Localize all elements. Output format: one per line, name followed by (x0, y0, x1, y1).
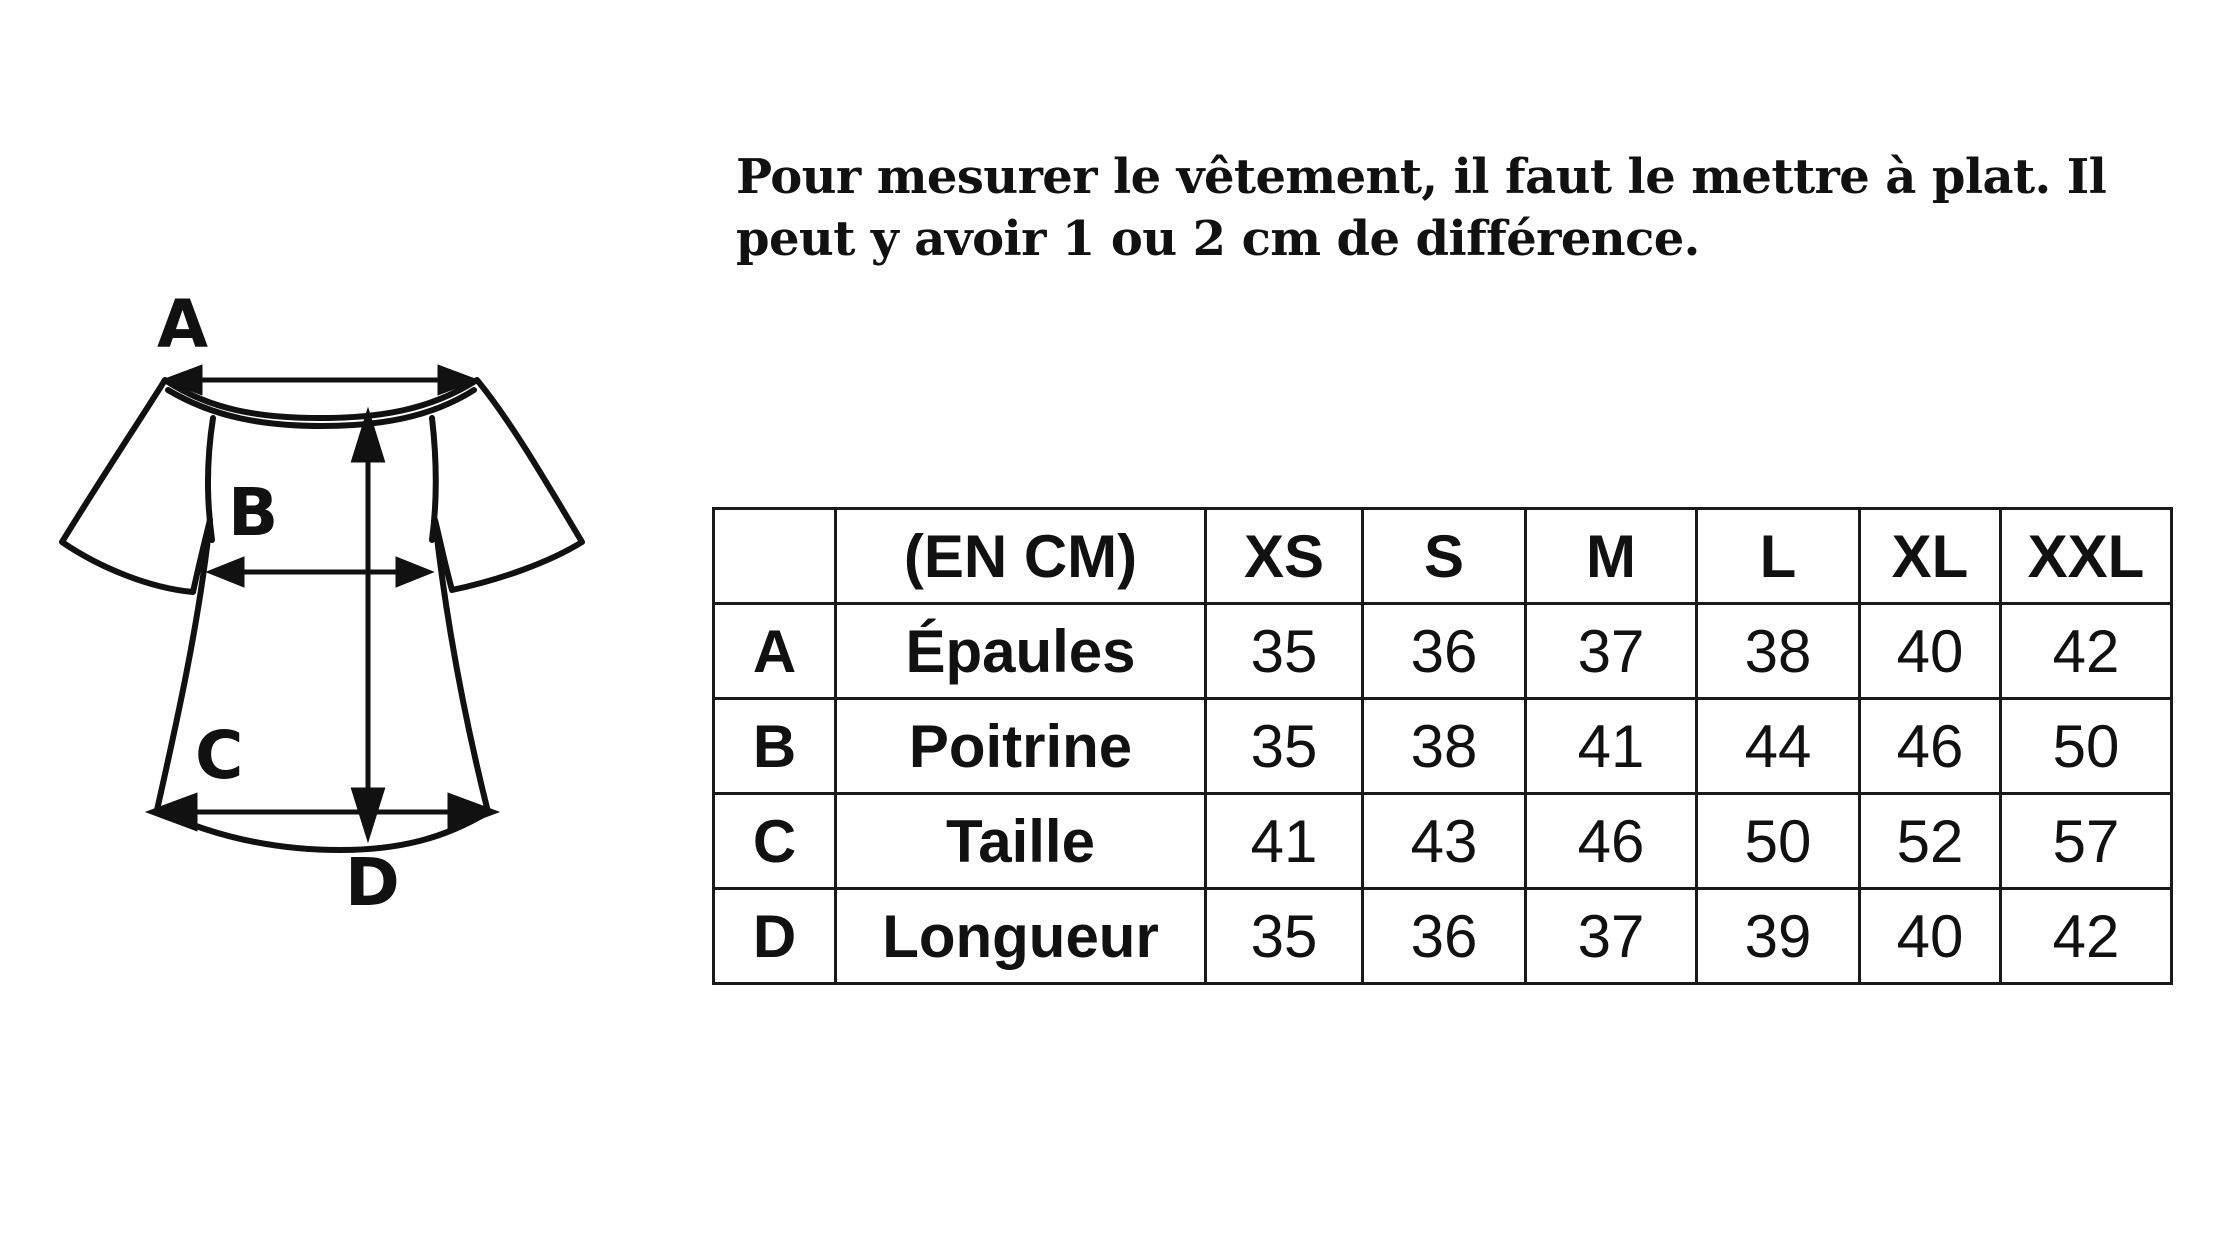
table-cell: 36 (1363, 889, 1526, 984)
row-label: Longueur (836, 889, 1206, 984)
table-cell: 42 (2001, 604, 2172, 699)
table-cell: 39 (1697, 889, 1860, 984)
size-header-xxl: XXL (2001, 509, 2172, 604)
table-cell: 57 (2001, 794, 2172, 889)
table-row (714, 889, 2172, 984)
table-cell: 41 (1206, 794, 1363, 889)
arrow-head-b-left (212, 560, 242, 584)
table-cell: 46 (1526, 794, 1697, 889)
row-code: A (714, 604, 836, 699)
garment-outline (62, 380, 582, 850)
table-row (714, 604, 2172, 699)
table-row (714, 794, 2172, 889)
diagram-label-a: A (157, 286, 209, 363)
table-cell: 35 (1206, 699, 1363, 794)
intro-text: Pour mesurer le vêtement, il faut le mettre à plat. Il peut y avoir 1 ou 2 cm de différence. (736, 149, 2107, 267)
table-cell: 50 (1697, 794, 1860, 889)
row-code: B (714, 699, 836, 794)
left-seam (208, 418, 213, 540)
table-cell: 40 (1860, 889, 2001, 984)
table-cell: 37 (1526, 889, 1697, 984)
row-label: Épaules (836, 604, 1206, 699)
table-cell: 40 (1860, 604, 2001, 699)
table-corner-cell (714, 509, 836, 604)
table-cell: 37 (1526, 604, 1697, 699)
table-cell: 38 (1363, 699, 1526, 794)
diagram-label-d: D (345, 844, 400, 921)
size-chart-table (712, 507, 2173, 985)
arrow-head-b-right (398, 560, 428, 584)
table-cell: 35 (1206, 889, 1363, 984)
t-shirt-measurement-icon (40, 270, 600, 930)
table-cell: 35 (1206, 604, 1363, 699)
size-header-s: S (1363, 509, 1526, 604)
size-header-l: L (1697, 509, 1860, 604)
row-code: D (714, 889, 836, 984)
row-label: Taille (836, 794, 1206, 889)
table-cell: 41 (1526, 699, 1697, 794)
size-header-xs: XS (1206, 509, 1363, 604)
size-header-xl: XL (1860, 509, 2001, 604)
table-cell: 46 (1860, 699, 2001, 794)
row-label: Poitrine (836, 699, 1206, 794)
right-seam (432, 418, 436, 540)
table-cell: 36 (1363, 604, 1526, 699)
diagram-label-c: C (195, 717, 244, 794)
table-cell: 52 (1860, 794, 2001, 889)
table-cell: 42 (2001, 889, 2172, 984)
garment-diagram (40, 270, 600, 930)
table-header-row (714, 509, 2172, 604)
table-cell: 50 (2001, 699, 2172, 794)
unit-header: (EN CM) (836, 509, 1206, 604)
table-cell: 43 (1363, 794, 1526, 889)
diagram-label-b: B (228, 474, 279, 551)
table-cell: 44 (1697, 699, 1860, 794)
size-header-m: M (1526, 509, 1697, 604)
row-code: C (714, 794, 836, 889)
table-row (714, 699, 2172, 794)
table-cell: 38 (1697, 604, 1860, 699)
